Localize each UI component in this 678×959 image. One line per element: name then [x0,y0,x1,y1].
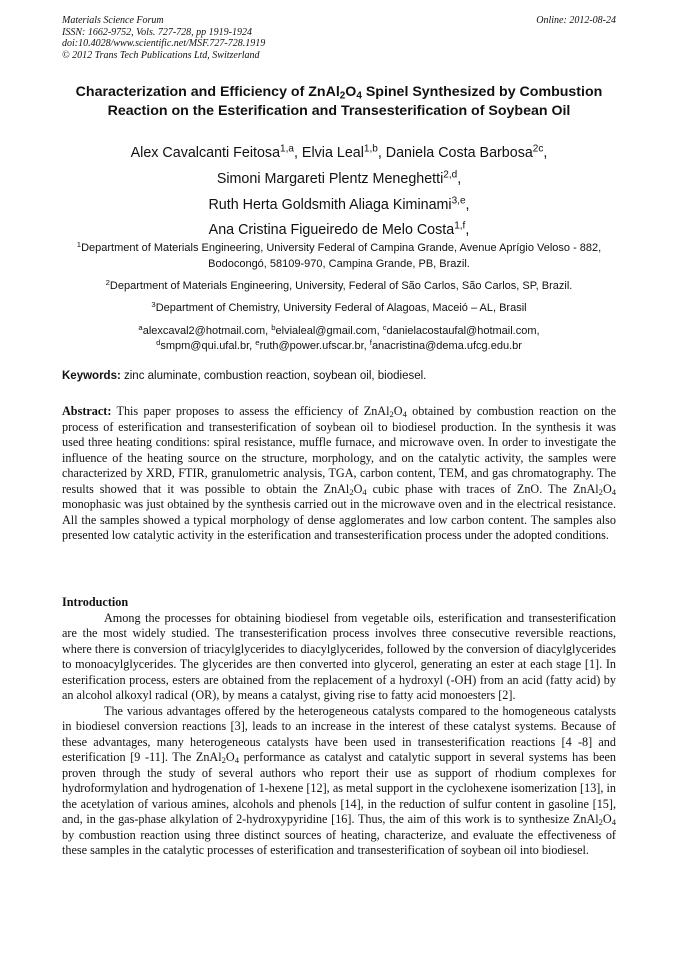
affiliation: $^1$Department of Materials Engineering, University Federal of Campina Grande, Avenue Aprígio Veloso - 882, Bodocongó, 58109-970, Campina Grande, PB, Brazil. [76,239,602,270]
paragraph: Among the processes for obtaining biodiesel from vegetable oils, esterification and transesterification are the most widely studied. The transesterification process involves three consecutive reversible reactions, where there is conversion of triacylglycerides to diacylglycerides, followed by the conversion of diacylglycerides to monoacylglycerides. The glycerides are then converted into glycerol, generating an ester at each stage [1]. In esterification process, esters are obtained from the replacement of a hydroxyl (-OH) from an acid (fatty acid) by an alcohol alkoxyl radical (OR), by means a catalyst, giving rise to fatty acid monoesters [2]. [62,610,616,702]
keywords-section [62,369,616,383]
affiliation: $^3$Department of Chemistry, University Federal of Alagoas, Maceió – AL, Brasil [151,300,527,315]
email-line-2: $^d$smpm@qui.ufal.br, $^e$ruth@power.ufscar.br, $^f$anacristina@dema.ufcg.edu.br [156,338,522,353]
abstract-label: Abstract: [62,404,112,418]
affiliation: $^2$Department of Materials Engineering, University, Federal of São Carlos, São Carlos, SP, Brazil. [105,277,573,293]
email-list [62,324,616,356]
author-line-1: Alex Cavalcanti Feitosa$^{1,a}$, Elvia Leal$^{1,b}$, Daniela Costa Barbosa$^{2c}$, [130,143,548,161]
abstract-section: Abstract: This paper proposes to assess the efficiency of $ZnAl_2O_4$ obtained by combustion reaction on the process of esterification and transesterification of soybean oil to biodiesel production. In the synthesis it was used three heating conditions: spiral resistance, muffle furnace, and microwave oven. In order to investigate the influence of the heating source on the structure, morphology, and on the catalytic activity, the samples were characterized by XRD, FTIR, granulometric analysis, TGA, carbon content, TEM, and gas chromatography. The results showed that it was possible to obtain the $ZnAl_2O_4$ cubic phase with traces of ZnO. The $ZnAl_2O_4$ monophasic was just obtained by the synthesis carried out in the microwave oven and in the electrical resistance. All the samples showed a typical morphology of dense agglomerates and low carbon content. The samples also presented low catalytic activity in the esterification and transesterification process under the adopted conditions. [62,404,617,542]
affiliation-list [62,241,616,355]
email-address: anacristina@dema.ufcg.edu.br [371,340,522,353]
email-address: alexcaval2@hotmail.com, [142,324,272,337]
copyright-line: © 2012 Trans Tech Publications Ltd, Switzerland [62,49,260,61]
issn-line: ISSN: 1662-9752, Vols. 727-728, pp 1919-1924 [62,26,252,38]
author-name: Ana Cristina Figueiredo de Melo Costa [208,222,455,239]
author-name: Alex Cavalcanti Feitosa [130,145,281,161]
email-address: elvialeal@gmail.com, [275,324,383,337]
author-name: Elvia Leal [301,145,364,161]
introduction-section [62,595,616,859]
paper-title: Characterization and Efficiency of $ZnAl_2O_4$ Spinel Synthesized by Combustion Reaction on the Esterification and Transesterification of Soybean Oil [75,84,603,119]
online-date: Online: 2012-08-24 [536,15,616,26]
email-address: danielacostaufal@hotmail.com, [386,324,540,337]
keywords-label: Keywords: [62,370,121,382]
email-address: smpm@qui.ufal.br, [160,340,256,353]
author-name: Simoni Margareti Plentz Meneghetti [216,170,444,187]
author-line-4: Ana Cristina Figueiredo de Melo Costa$^{1,f}$, [208,220,470,239]
paragraph: The various advantages offered by the heterogeneous catalysts compared to the homogeneous catalysts in biodiesel conversion reactions [3], leads to an increase in the interest of these catalyst systems. Because of these advantages, many heterogeneous catalysts have been used in transesterification reactions [4 -8] and esterification [9 -11]. The $ZnAl_2O_4$ performance as catalyst and catalytic support in several systems has been proven through the study of several authors who report their use as support of rhodium complexes for hydroformylation and hydrogenation of 1-hexene [12], as metal support in the cyclohexene isomerization [13], in the acetylation of various amines, alcohols and phenols [14], in the reduction of sulfur content in gasoline [15], and, in the gas-phase alkylation of 2-hydroxypyridine [16]. Thus, the aim of this work is to synthesize $ZnAl_2O_4$ by combustion reaction using three distinct sources of heating, characterize, and evaluate the effectiveness of these samples in the catalytic processes of esterification and transesterification of soybean oil into biodiesel. [62,703,616,857]
keywords-text: zinc aluminate, combustion reaction, soybean oil, biodiesel. [120,370,427,382]
author-line-3: Ruth Herta Goldsmith Aliaga Kiminami$^{3,e}$, [208,195,470,213]
doi-line: doi:10.4028/www.scientific.net/MSF.727-728.1919 [62,38,266,49]
author-list [62,141,616,244]
journal-header [62,15,616,61]
section-heading: Introduction [62,595,129,609]
journal-name: Materials Science Forum [62,15,164,26]
author-name: Daniela Costa Barbosa [385,145,533,161]
email-address: ruth@power.ufscar.br, [259,340,370,353]
author-name: Ruth Herta Goldsmith Aliaga Kiminami [208,196,452,213]
author-line-2: Simoni Margareti Plentz Meneghetti$^{2,d}$, [216,169,462,187]
email-line-1: $^a$alexcaval2@hotmail.com, $^b$elvialeal@gmail.com, $^c$danielacostaufal@hotmail.com, [138,322,540,337]
